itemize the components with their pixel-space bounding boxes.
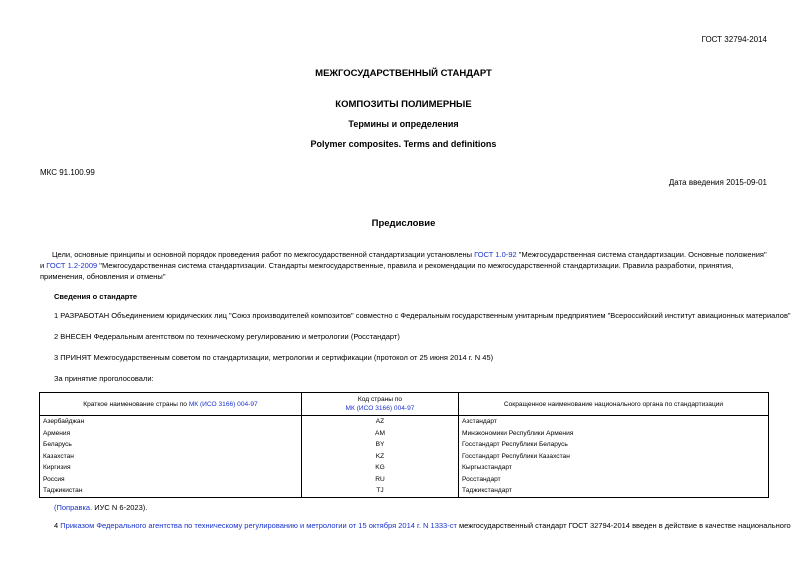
standards-body-cell: Кыргызстандарт (459, 462, 769, 474)
mks-code: МКС 91.100.99 (40, 168, 95, 177)
country-code-cell: RU (302, 474, 459, 486)
country-code-header-text: Код страны по (357, 396, 403, 403)
intro-text-2: "Межгосударственная система стандартизации. Основные положения" и (40, 250, 767, 270)
standards-body-cell: Минэкономики Республики Армения (459, 428, 769, 440)
country-name-cell: Россия (40, 474, 302, 486)
intro-text-3: "Межгосударственная система стандартизации. Стандарты межгосударственные, правила и рекомендации по межгосударственной стандартизации. Правила разработки, принятия, применения, обновления и отмены" (40, 261, 734, 281)
country-code-cell: TJ (302, 485, 459, 497)
table-row (40, 428, 769, 440)
country-code-cell: AM (302, 428, 459, 440)
country-name-cell: Казахстан (40, 451, 302, 463)
country-code-cell: BY (302, 439, 459, 451)
table-row (40, 439, 769, 451)
mk-iso-3166-link-2[interactable]: МК (ИСО 3166) 004-97 (345, 405, 415, 412)
gost-1-0-92-link[interactable]: ГОСТ 1.0-92 (474, 250, 517, 259)
country-name-cell: Азербайджан (40, 416, 302, 428)
standard-subject-title: КОМПОЗИТЫ ПОЛИМЕРНЫЕ (335, 99, 472, 110)
table-row (40, 416, 769, 428)
standards-body-cell: Таджикстандарт (459, 485, 769, 497)
rosstandart-order-link[interactable]: Приказом Федерального агентства по техническому регулированию и метрологии от 15 октября 2014 г. N 1333-ст (60, 521, 457, 530)
enactment-number: 4 (54, 521, 61, 530)
country-name-header (40, 393, 302, 416)
developed-by-item: 1 РАЗРАБОТАН Объединением юридических лиц "Союз производителей композитов" совместно с Федеральным государственным унитарным предприятием "Всероссийский институт авиационных материалов" (54, 311, 791, 320)
country-name-cell: Таджикистан (40, 485, 302, 497)
submitted-by-item: 2 ВНЕСЕН Федеральным агентством по техническому регулированию и метрологии (Росстандарт) (54, 332, 400, 341)
amendment-note (54, 503, 147, 512)
standards-body-cell: Госстандарт Республики Беларусь (459, 439, 769, 451)
table-row (40, 474, 769, 486)
mk-iso-3166-link[interactable]: МК (ИСО 3166) 004-97 (188, 400, 258, 408)
standard-title-ru: Термины и определения (348, 119, 459, 129)
country-code-cell: KZ (302, 451, 459, 463)
standards-body-cell: Госстандарт Республики Казахстан (459, 451, 769, 463)
country-name-header-text: Краткое наименование страны по (83, 400, 189, 408)
standard-title-en: Polymer composites. Terms and definitions (310, 139, 497, 149)
voting-countries-table (39, 392, 769, 498)
country-code-cell: KG (302, 462, 459, 474)
introduction-date: Дата введения 2015-09-01 (668, 178, 767, 187)
table-header-row (40, 393, 769, 416)
voted-label: За принятие проголосовали: (54, 374, 154, 383)
country-name-cell: Киргизия (40, 462, 302, 474)
country-code-header (302, 393, 459, 416)
country-name-cell: Армения (40, 428, 302, 440)
standard-info-heading: Сведения о стандарте (54, 292, 138, 301)
standards-body-cell: Азстандарт (459, 416, 769, 428)
table-row (40, 462, 769, 474)
gost-1-2-2009-link[interactable]: ГОСТ 1.2-2009 (46, 261, 98, 270)
standards-body-cell: Росстандарт (459, 474, 769, 486)
table-row (40, 451, 769, 463)
country-name-cell: Беларусь (40, 439, 302, 451)
amendment-link[interactable]: (Поправка. (54, 503, 93, 512)
table-row (40, 485, 769, 497)
enactment-item (54, 521, 791, 530)
standards-body-header: Сокращенное наименование национального органа по стандартизации (459, 393, 769, 416)
document-code: ГОСТ 32794-2014 (701, 35, 767, 44)
standard-type-title: МЕЖГОСУДАРСТВЕННЫЙ СТАНДАРТ (315, 68, 492, 79)
intro-paragraph (40, 249, 770, 282)
intro-text-1: Цели, основные принципы и основной порядок проведения работ по межгосударственной стандартизации установлены (52, 250, 475, 259)
enactment-text: межгосударственный стандарт ГОСТ 32794-2014 введен в действие в качестве национального (456, 521, 791, 530)
amendment-text: ИУС N 6-2023). (92, 503, 148, 512)
preface-heading: Предисловие (371, 218, 436, 229)
country-code-cell: AZ (302, 416, 459, 428)
adopted-by-item: 3 ПРИНЯТ Межгосударственным советом по стандартизации, метрологии и сертификации (протокол от 25 июня 2014 г. N 45) (54, 353, 494, 362)
